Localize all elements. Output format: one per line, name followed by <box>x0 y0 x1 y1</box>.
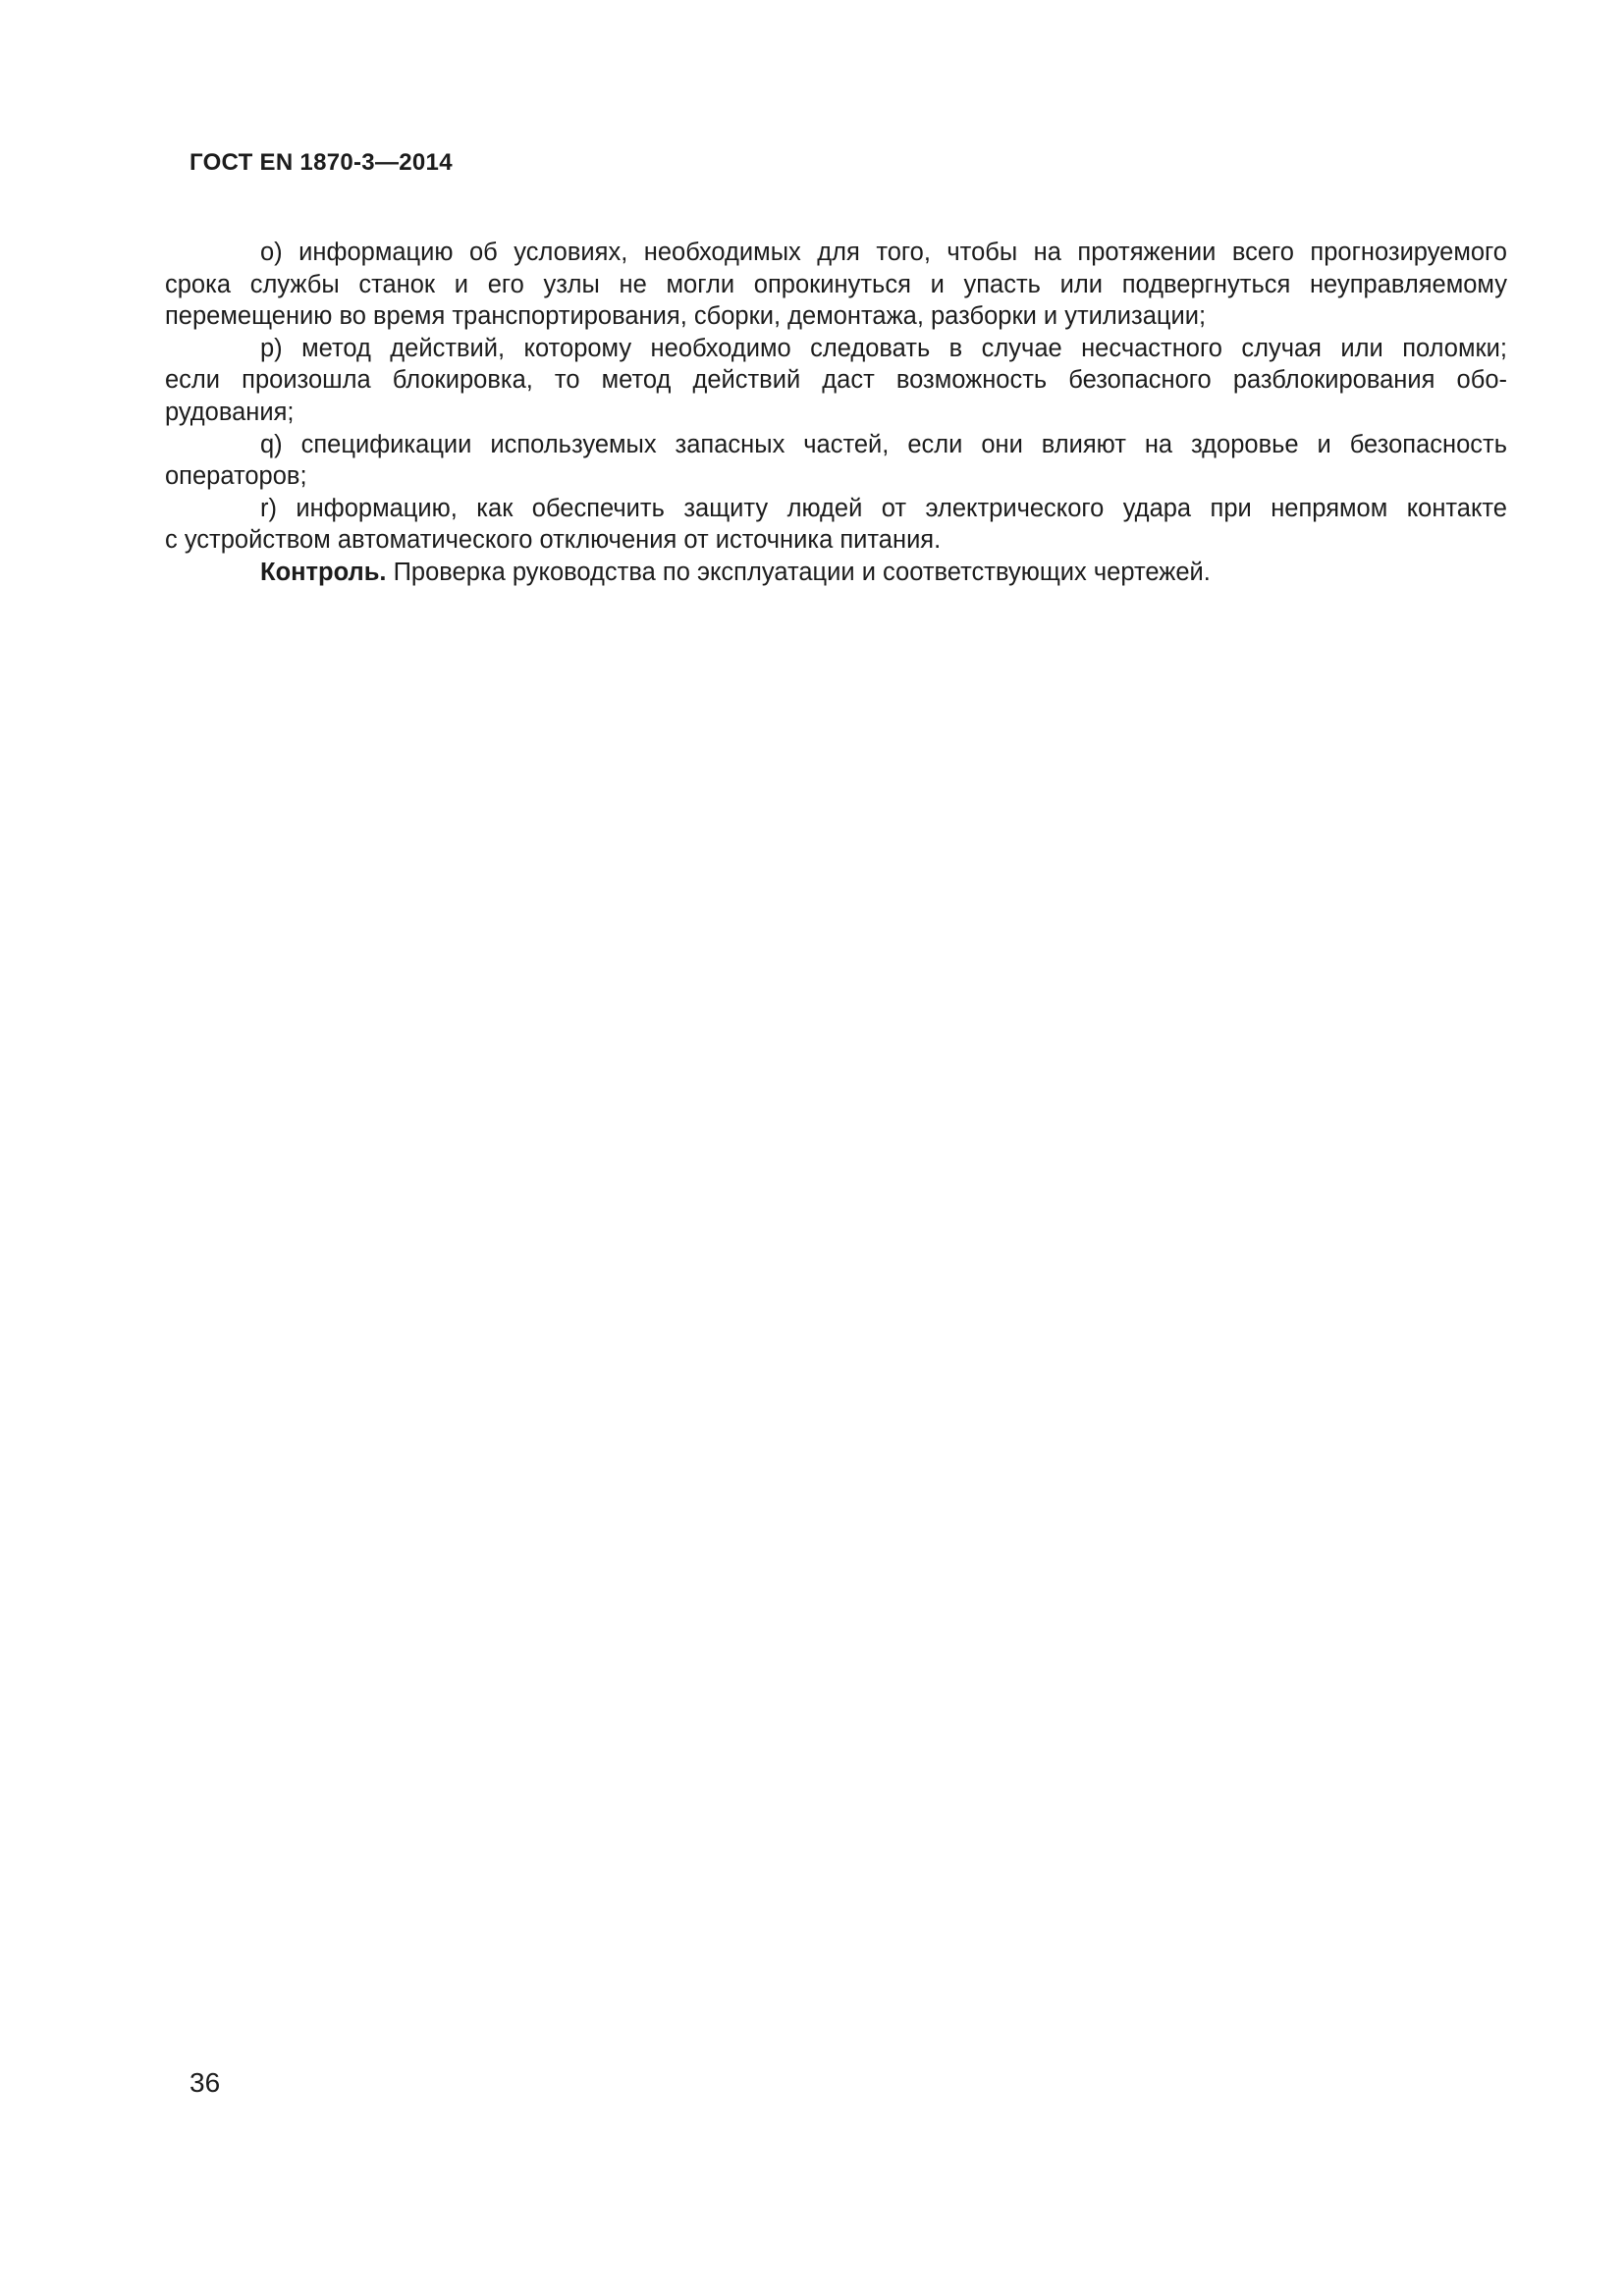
text-line: с устройством автоматического отключения от источника питания. <box>165 526 942 555</box>
text-line: рудования; <box>165 398 295 426</box>
paragraph <box>165 557 1507 589</box>
page-footer <box>189 2067 220 2099</box>
paragraph <box>165 493 1507 557</box>
body-text <box>165 237 1507 589</box>
document-header <box>189 149 453 177</box>
text-line: q) спецификации используемых запасных частей, если они влияют на здоровье и безопасность <box>260 430 1507 458</box>
text-line: срока службы станок и его узлы не могли опрокинуться и упасть или подвергнуться неуправляемому <box>165 270 1507 298</box>
paragraph <box>165 429 1507 493</box>
paragraph <box>165 237 1507 333</box>
text-line: Контроль. Проверка руководства по эксплуатации и соответствующих чертежей. <box>260 558 1211 586</box>
paragraph <box>165 333 1507 429</box>
text-line: перемещению во время транспортирования, сборки, демонтажа, разборки и утилизации; <box>165 302 1207 331</box>
text-line: p) метод действий, которому необходимо следовать в случае несчастного случая или поломки; <box>260 334 1507 362</box>
text-line: o) информацию об условиях, необходимых для того, чтобы на протяжении всего прогнозируемого <box>260 239 1507 266</box>
text-line: операторов; <box>165 462 307 491</box>
control-keyword: Контроль. <box>260 558 387 586</box>
page-number: 36 <box>189 2067 221 2098</box>
text-line: если произошла блокировка, то метод действий даст возможность безопасного разблокирования обо- <box>165 366 1507 395</box>
text-line: r) информацию, как обеспечить защиту людей от электрического удара при непрямом контакте <box>260 494 1507 522</box>
document-code: ГОСТ EN 1870-3—2014 <box>189 149 453 176</box>
